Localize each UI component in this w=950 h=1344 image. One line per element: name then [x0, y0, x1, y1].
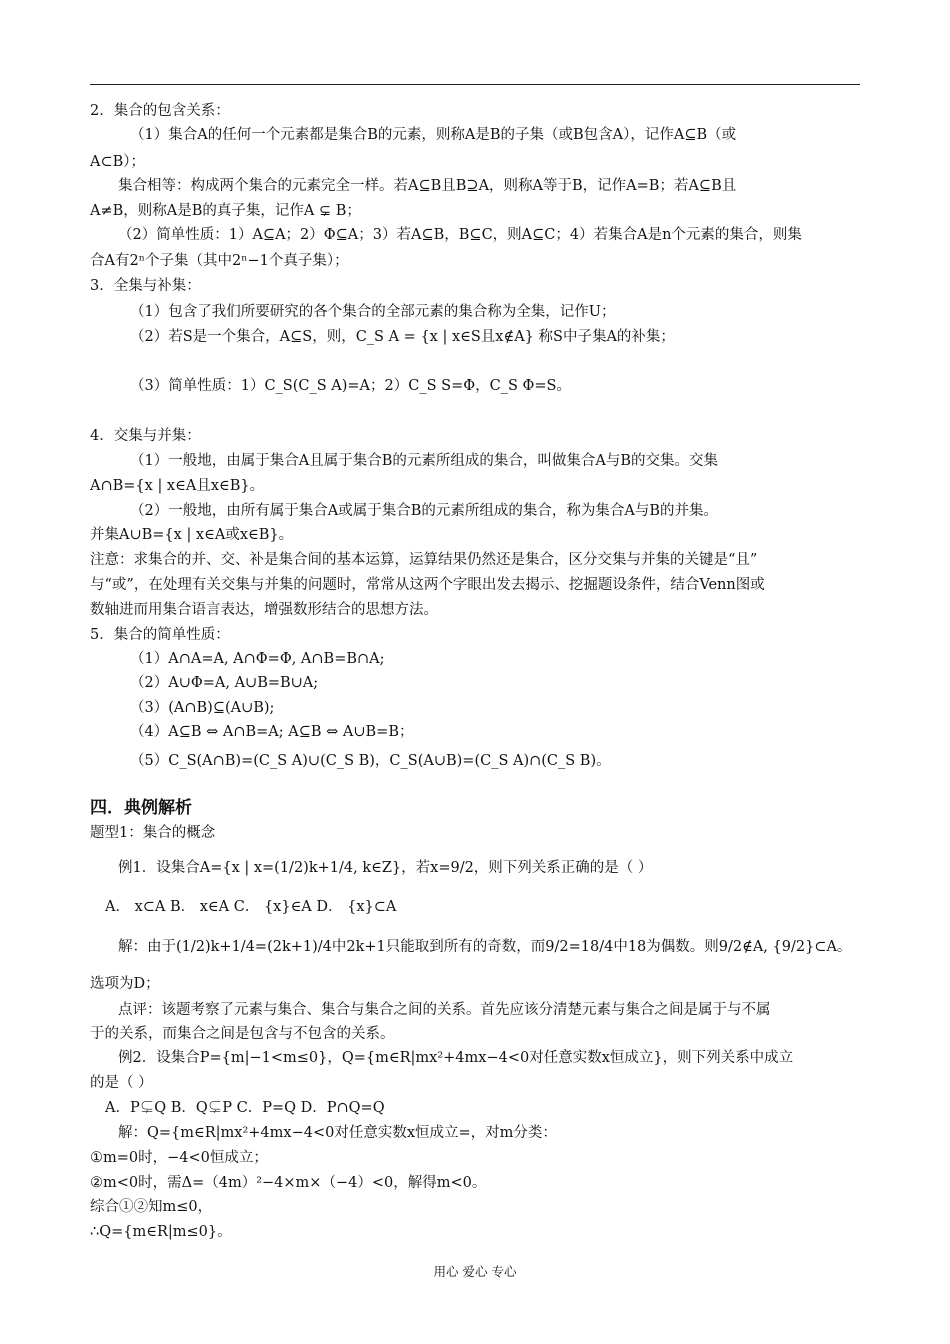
- text-line: 集合相等：构成两个集合的元素完全一样。若A⊆B且B⊇A，则称A等于B，记作A=B；若A⊆B且: [118, 178, 737, 194]
- text-line: ②m<0时，需Δ=（4m）²−4×m×（−4）<0，解得m<0。: [90, 1175, 487, 1191]
- text-line: （1）集合A的任何一个元素都是集合B的元素，则称A是B的子集（或B包含A），记作A⊆B（或: [130, 127, 737, 143]
- text-line: 的是（ ）: [90, 1075, 153, 1091]
- text-line: 例1．设集合A={x | x=(1/2)k+1/4, k∈Z}，若x=9/2，则下列关系正确的是（ ）: [118, 860, 653, 876]
- text-line: （3）简单性质：1）C_S(C_S A)=A；2）C_S S=Φ，C_S Φ=S。: [130, 378, 571, 394]
- text-line: （1）A∩A=A, A∩Φ=Φ, A∩B=B∩A;: [130, 651, 385, 667]
- text-line: （1）包含了我们所要研究的各个集合的全部元素的集合称为全集，记作U；: [130, 304, 616, 320]
- chapter-heading: 四．典例解析: [90, 798, 192, 818]
- text-line: 解：由于(1/2)k+1/4=(2k+1)/4中2k+1只能取到所有的奇数，而9/2=18/4中18为偶数。则9/2∉A, {9/2}⊂A。: [118, 939, 852, 955]
- text-line: 点评：该题考察了元素与集合、集合与集合之间的关系。首先应该分清楚元素与集合之间是属于与不属: [118, 1002, 771, 1018]
- text-line: 与“或”，在处理有关交集与并集的问题时，常常从这两个字眼出发去揭示、挖掘题设条件，结合Venn图或: [90, 577, 765, 593]
- text-line: 注意：求集合的并、交、补是集合间的基本运算，运算结果仍然还是集合，区分交集与并集的关键是“且”: [90, 552, 758, 568]
- section-heading: 4．交集与并集：: [90, 428, 201, 444]
- text-line: ①m=0时，−4<0恒成立；: [90, 1150, 268, 1166]
- text-line: ∴Q={m∈R|m≤0}。: [90, 1224, 232, 1240]
- options-line: A． x⊂A B． x∈A C． {x}∈A D． {x}⊂A: [105, 899, 397, 915]
- header-rule: [90, 84, 860, 85]
- text-line: （4）A⊆B ⇔ A∩B=A; A⊆B ⇔ A∪B=B；: [130, 724, 414, 740]
- text-line: （2）简单性质：1）A⊆A；2）Φ⊆A；3）若A⊆B，B⊆C，则A⊆C；4）若集合A是n个元素的集合，则集: [118, 227, 802, 243]
- text-line: 于的关系，而集合之间是包含与不包含的关系。: [90, 1026, 395, 1042]
- options-line: A．P⊊Q B．Q⊊P C．P=Q D．P∩Q=Q: [105, 1100, 385, 1116]
- text-line: 综合①②知m≤0，: [90, 1199, 213, 1215]
- text-line: （2）A∪Φ=A, A∪B=B∪A;: [130, 675, 319, 691]
- text-line: （1）一般地，由属于集合A且属于集合B的元素所组成的集合，叫做集合A与B的交集。交集: [130, 453, 718, 469]
- page-footer: 用心 爱心 专心: [433, 1264, 517, 1279]
- text-line: A∩B={x | x∈A且x∈B}。: [90, 478, 265, 494]
- section-heading: 3．全集与补集：: [90, 278, 201, 294]
- section-heading: 2．集合的包含关系：: [90, 103, 230, 119]
- text-line: 并集A∪B={x | x∈A或x∈B}。: [90, 527, 294, 543]
- text-line: 例2．设集合P={m|−1<m≤0}，Q={m∈R|mx²+4mx−4<0对任意实数x恒成立}，则下列关系中成立: [118, 1050, 794, 1066]
- text-line: A⊂B）；: [90, 154, 146, 170]
- subheading: 题型1：集合的概念: [90, 825, 216, 841]
- text-line: （2）一般地，由所有属于集合A或属于集合B的元素所组成的集合，称为集合A与B的并集。: [130, 503, 718, 519]
- text-line: 数轴进而用集合语言表达，增强数形结合的思想方法。: [90, 602, 438, 618]
- text-line: 解：Q={m∈R|mx²+4mx−4<0对任意实数x恒成立=，对m分类：: [118, 1125, 557, 1141]
- text-line: 选项为D；: [90, 976, 160, 992]
- text-line: A≠B，则称A是B的真子集，记作A ⊊ B；: [90, 203, 361, 219]
- text-line: （5）C_S(A∩B)=(C_S A)∪(C_S B)，C_S(A∪B)=(C_S A)∩(C_S B)。: [130, 753, 611, 769]
- text-line: （2）若S是一个集合，A⊆S，则，C_S A = {x | x∈S且x∉A} 称S中子集A的补集；: [130, 329, 675, 345]
- text-line: （3）(A∩B)⊆(A∪B);: [130, 700, 275, 716]
- text-line: 合A有2ⁿ个子集（其中2ⁿ−1个真子集）；: [90, 253, 349, 269]
- section-heading: 5．集合的简单性质：: [90, 627, 230, 643]
